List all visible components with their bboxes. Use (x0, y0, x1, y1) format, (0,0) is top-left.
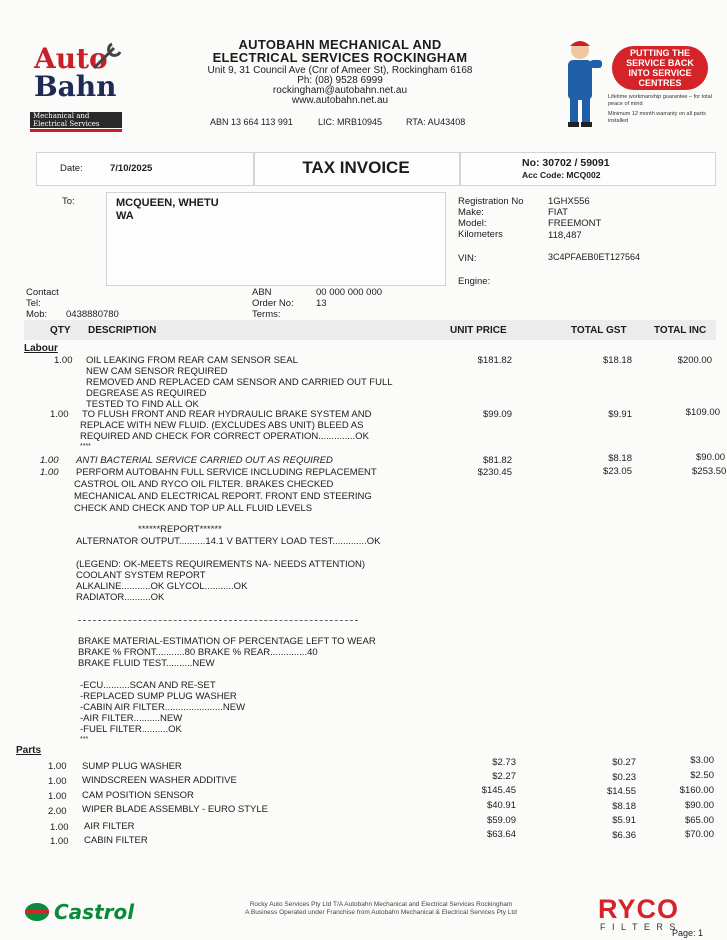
labour-qty: 1.00 (40, 455, 59, 466)
col-qty: QTY (50, 325, 71, 336)
col-total-gst: TOTAL GST (571, 325, 627, 336)
report-legend: (LEGEND: OK-MEETS REQUIREMENTS NA- NEEDS ATTENTION) (76, 559, 366, 570)
labour-desc-line: MECHANICAL AND ELECTRICAL REPORT. FRONT END STEERING (74, 491, 372, 502)
report-cabin: -CABIN AIR FILTER......................NEW (80, 702, 246, 713)
part-qty: 1.00 (50, 836, 69, 847)
part-description: WIPER BLADE ASSEMBLY - EURO STYLE (82, 804, 269, 815)
labour-unit-price: $230.45 (477, 467, 512, 478)
promo-bullets (608, 94, 718, 125)
labour-desc-line: CHECK AND CHECK AND TOP UP ALL FLUID LEVELS (74, 503, 313, 514)
part-gst: $0.23 (612, 772, 636, 783)
order-value: 13 (316, 298, 327, 309)
report-heading: ******REPORT****** (138, 524, 222, 535)
to-label: To: (62, 196, 75, 207)
part-description: AIR FILTER (84, 821, 135, 832)
labour-desc-line: ANTI BACTERIAL SERVICE CARRIED OUT AS REQUIRED (76, 455, 333, 466)
part-total: $3.00 (690, 755, 714, 766)
castrol-emblem-icon (24, 902, 50, 922)
make-label: Make: (458, 207, 484, 218)
part-qty: 1.00 (48, 791, 67, 802)
rego-value: 1GHX556 (548, 196, 590, 207)
part-total: $160.00 (679, 785, 714, 796)
report-brake-3: BRAKE FLUID TEST..........NEW (78, 658, 215, 669)
part-unit-price: $59.09 (486, 815, 516, 826)
labour-total: $109.00 (685, 407, 720, 418)
part-unit-price: $2.27 (492, 771, 516, 782)
order-label: Order No: (252, 298, 294, 309)
promo-line-2: SERVICE BACK (626, 58, 694, 68)
part-qty: 1.00 (50, 822, 69, 833)
labour-gst: $23.05 (602, 466, 632, 477)
mob-label: Mob: (26, 309, 48, 320)
km-value: 118,487 (548, 230, 582, 241)
abn-value: 00 000 000 000 (316, 287, 383, 298)
labour-total: $90.00 (696, 452, 726, 463)
logo-text-auto: Auto (34, 42, 108, 75)
part-total: $2.50 (690, 770, 714, 781)
page-number: Page: 1 (672, 928, 704, 938)
labour-heading: Labour (24, 343, 58, 354)
ryco-logo (598, 894, 723, 934)
report-fuel: -FUEL FILTER..........OK (80, 724, 182, 735)
company-email: rockingham@autobahn.net.au (272, 85, 408, 96)
part-total: $90.00 (684, 800, 714, 811)
vin-value: 3C4PFAEB0ET127564 (548, 252, 641, 262)
invoice-date: 7/10/2025 (110, 163, 153, 174)
invoice-number-label: No: (522, 157, 540, 169)
logo-stripe (30, 129, 122, 132)
part-description: CABIN FILTER (84, 835, 148, 846)
labour-qty: 1.00 (50, 409, 69, 420)
part-unit-price: $63.64 (486, 829, 516, 840)
labour-total: $253.50 (692, 466, 727, 477)
part-description: WINDSCREEN WASHER ADDITIVE (82, 775, 237, 786)
logo-tagline-2: Electrical Services (33, 120, 100, 128)
model-value: FREEMONT (548, 218, 602, 229)
promo-bullet-1: Lifetime workmanship guarantee – for total peace of mind (608, 94, 712, 107)
logo-text-bahn: Bahn (34, 70, 117, 103)
acc-code-row (522, 170, 600, 180)
part-total: $65.00 (684, 815, 714, 826)
contact-label: Contact (26, 287, 59, 298)
mechanic-mascot-icon (560, 36, 608, 130)
part-gst: $8.18 (612, 801, 636, 812)
customer-state: WA (116, 210, 134, 222)
part-total: $70.00 (684, 829, 714, 840)
castrol-text: Castrol (54, 900, 135, 924)
company-phone: Ph: (08) 9528 6999 (297, 75, 383, 86)
labour-desc-line: DEGREASE AS REQUIRED (86, 388, 207, 399)
spanner-icon (90, 40, 124, 74)
company-lic: LIC: MRB10945 (318, 117, 383, 127)
labour-qty: 1.00 (54, 355, 73, 366)
invoice-number: 30702 / 59091 (542, 157, 610, 169)
mob-value: 0438880780 (66, 309, 119, 320)
company-rta: RTA: AU43408 (406, 117, 466, 127)
part-unit-price: $40.91 (486, 800, 516, 811)
labour-desc-line: OIL LEAKING FROM REAR CAM SENSOR SEAL (86, 355, 298, 366)
report-air: -AIR FILTER..........NEW (80, 713, 183, 724)
km-label: Kilometers (458, 229, 503, 240)
labour-unit-price: $99.09 (482, 409, 512, 420)
part-gst: $6.36 (612, 830, 636, 841)
customer-name: MCQUEEN, WHETU (116, 197, 219, 209)
footer-legal-line-1: Rocky Auto Services Pty Ltd T/A Autobahn Mechanical and Electrical Services Rockingham (249, 901, 513, 908)
report-brake-2: BRAKE % FRONT...........80 BRAKE % REAR..............40 (78, 647, 318, 658)
report-sump: -REPLACED SUMP PLUG WASHER (80, 691, 237, 702)
col-total-inc: TOTAL INC (654, 325, 707, 336)
acc-code: MCQ002 (566, 170, 601, 180)
castrol-logo (24, 900, 174, 926)
labour-desc-line: CASTROL OIL AND RYCO OIL FILTER. BRAKES CHECKED (74, 479, 334, 490)
company-name-line-2: ELECTRICAL SERVICES ROCKINGHAM (212, 50, 468, 65)
part-unit-price: $2.73 (492, 757, 516, 768)
rego-label: Registration No (458, 196, 524, 207)
date-label: Date: (60, 163, 83, 174)
report-coolant: COOLANT SYSTEM REPORT (76, 570, 206, 581)
footer-legal (196, 901, 566, 917)
labour-desc-line: REMOVED AND REPLACED CAM SENSOR AND CARRIED OUT FULL (86, 377, 393, 388)
col-description: DESCRIPTION (88, 325, 157, 336)
company-abn: ABN 13 664 113 991 (210, 117, 293, 127)
promo-line-3: INTO SERVICE (628, 68, 692, 78)
part-qty: 1.00 (48, 776, 67, 787)
part-qty: 1.00 (48, 761, 67, 772)
terms-label: Terms: (252, 309, 281, 320)
report-radiator: RADIATOR..........OK (76, 592, 165, 603)
labour-total: $200.00 (677, 355, 712, 366)
report-brake-1: BRAKE MATERIAL-ESTIMATION OF PERCENTAGE LEFT TO WEAR (78, 636, 376, 647)
part-gst: $14.55 (606, 786, 636, 797)
promo-line-4: CENTRES (638, 78, 682, 88)
tel-label: Tel: (26, 298, 41, 309)
parts-heading: Parts (16, 745, 42, 756)
report-ecu: -ECU..........SCAN AND RE-SET (80, 680, 216, 691)
labour-desc-line: PERFORM AUTOBAHN FULL SERVICE INCLUDING REPLACEMENT (76, 467, 377, 478)
labour-gst: $8.18 (608, 453, 632, 464)
promo-line-1: PUTTING THE (630, 48, 690, 58)
invoice-number-row (522, 157, 610, 169)
model-label: Model: (458, 218, 487, 229)
autobahn-logo (30, 40, 124, 134)
part-unit-price: $145.45 (481, 785, 516, 796)
promo-badge (612, 46, 708, 90)
invoice-title: TAX INVOICE (302, 158, 410, 177)
report-stars: *** (80, 736, 89, 743)
company-web: www.autobahn.net.au (291, 95, 389, 106)
labour-qty: 1.00 (40, 467, 59, 478)
labour-gst: $18.18 (602, 355, 632, 366)
logo-tagline-1: Mechanical and (33, 112, 90, 120)
abn-label: ABN (252, 287, 272, 298)
company-name-line-1: AUTOBAHN MECHANICAL AND (238, 37, 442, 52)
acc-code-label: Acc Code: (522, 170, 565, 180)
labour-gst: $9.91 (608, 409, 632, 420)
make-value: FIAT (548, 207, 568, 218)
part-description: SUMP PLUG WASHER (82, 761, 182, 772)
report-divider (78, 620, 358, 621)
labour-desc-line: REPLACE WITH NEW FLUID. (EXCLUDES ABS UNIT) BLEED AS (80, 420, 364, 431)
labour-desc-line: TO FLUSH FRONT AND REAR HYDRAULIC BRAKE SYSTEM AND (82, 409, 372, 420)
labour-unit-price: $181.82 (477, 355, 512, 366)
labour-desc-line: NEW CAM SENSOR REQUIRED (86, 366, 228, 377)
part-description: CAM POSITION SENSOR (82, 790, 194, 801)
company-address: Unit 9, 31 Council Ave (Cnr of Ameer St), Rockingham 6168 (207, 65, 473, 76)
labour-desc-line: REQUIRED AND CHECK FOR CORRECT OPERATION..............OK (80, 431, 369, 442)
promo-bullet-2: Minimum 12 month warranty on all parts installed (608, 111, 706, 124)
vin-label: VIN: (458, 253, 477, 264)
col-unit-price: UNIT PRICE (450, 325, 507, 336)
report-alkaline: ALKALINE...........OK GLYCOL...........OK (76, 581, 248, 592)
report-alternator: ALTERNATOR OUTPUT..........14.1 V BATTERY LOAD TEST.............OK (76, 536, 381, 547)
ryco-subtext: F I L T E R S (600, 922, 678, 932)
part-gst: $0.27 (612, 757, 636, 768)
footer-legal-line-2: A Business Operated under Franchise from Autobahn Mechanical & Electrical Services Pty Ltd (245, 909, 517, 916)
engine-label: Engine: (458, 276, 491, 287)
labour-desc-line: **** (80, 443, 91, 450)
labour-unit-price: $81.82 (482, 455, 512, 466)
part-gst: $5.91 (612, 815, 636, 826)
ryco-text: RYCO (598, 894, 680, 924)
labour-desc-line: TESTED TO FIND ALL OK (86, 399, 199, 410)
part-qty: 2.00 (48, 806, 67, 817)
